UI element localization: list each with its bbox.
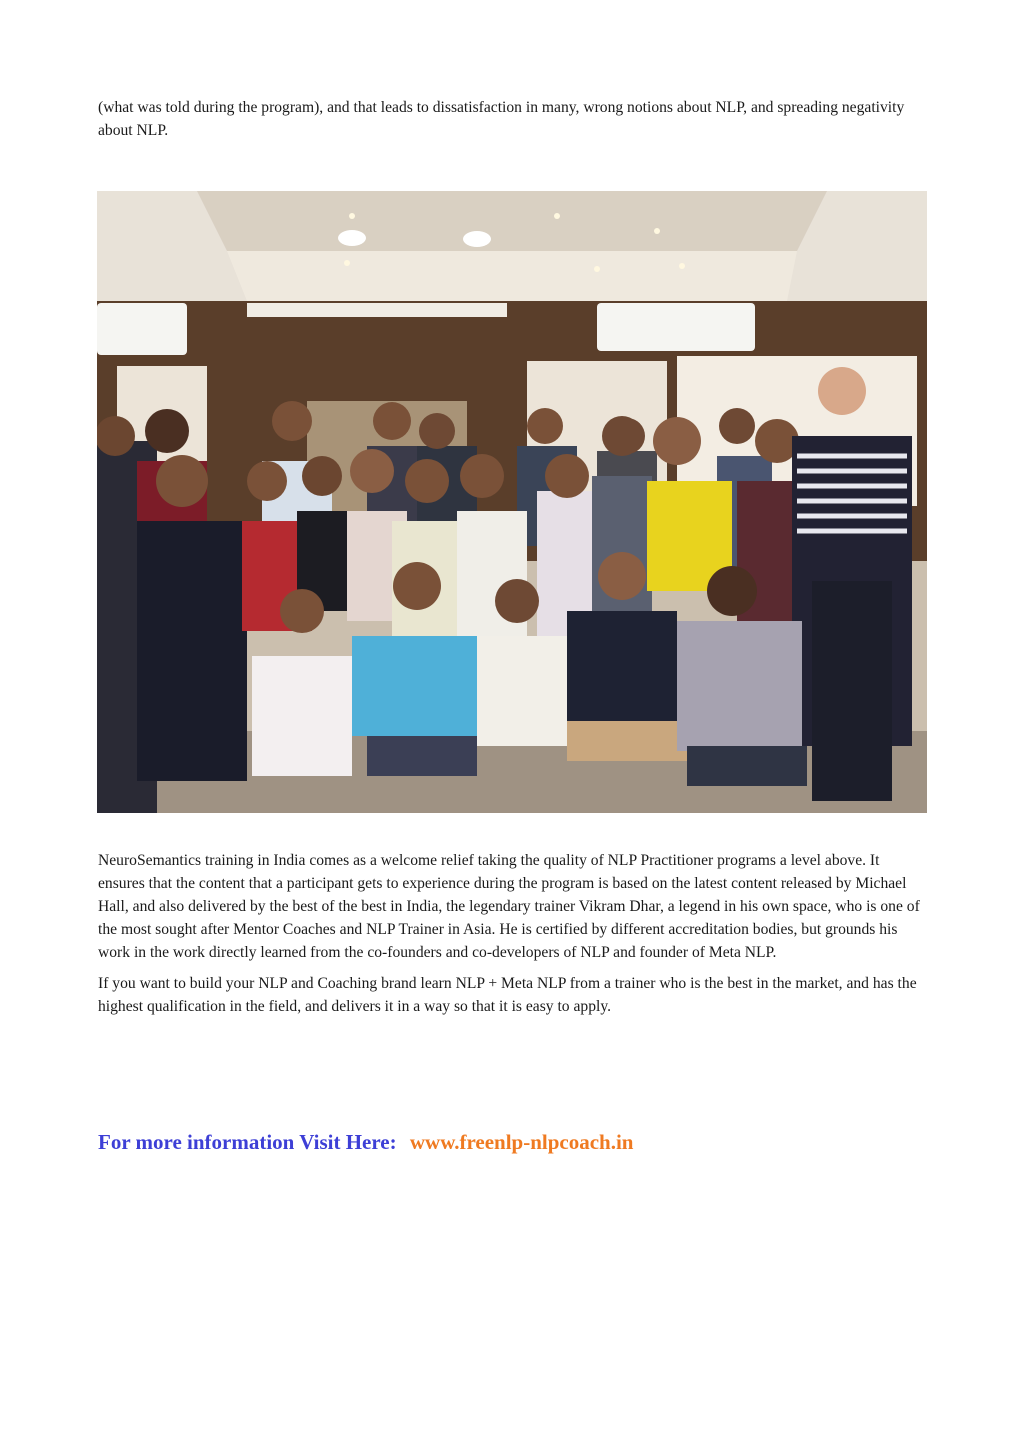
group-photo	[97, 191, 927, 813]
more-info-line	[98, 1130, 634, 1155]
website-link[interactable]: www.freenlp-nlpcoach.in	[409, 1130, 634, 1154]
intro-paragraph: (what was told during the program), and that leads to dissatisfaction in many, wrong notions about NLP, and spreading negativity about NLP.	[98, 99, 905, 139]
more-info-label: For more information Visit Here:	[98, 1130, 397, 1154]
neurosemantics-paragraph: NeuroSemantics training in India comes as a welcome relief taking the quality of NLP Practitioner programs a level above. It ensures that the content that a participant gets to experience during the program is based on the latest content released by Michael Hall, and also delivered by the best of the best in India, the legendary trainer Vikram Dhar, a legend in his own space, who is one of the most sought after Mentor Coaches and NLP Trainer in Asia. He is certified by different accreditation bodies, but grounds his work in the work directly learned from the co-founders and co-developers of NLP and founder of Meta NLP.	[98, 852, 920, 961]
brand-paragraph: If you want to build your NLP and Coaching brand learn NLP + Meta NLP from a trainer who is the best in the market, and has the highest qualification in the field, and delivers it in a way so that it is easy to apply.	[98, 975, 917, 1015]
